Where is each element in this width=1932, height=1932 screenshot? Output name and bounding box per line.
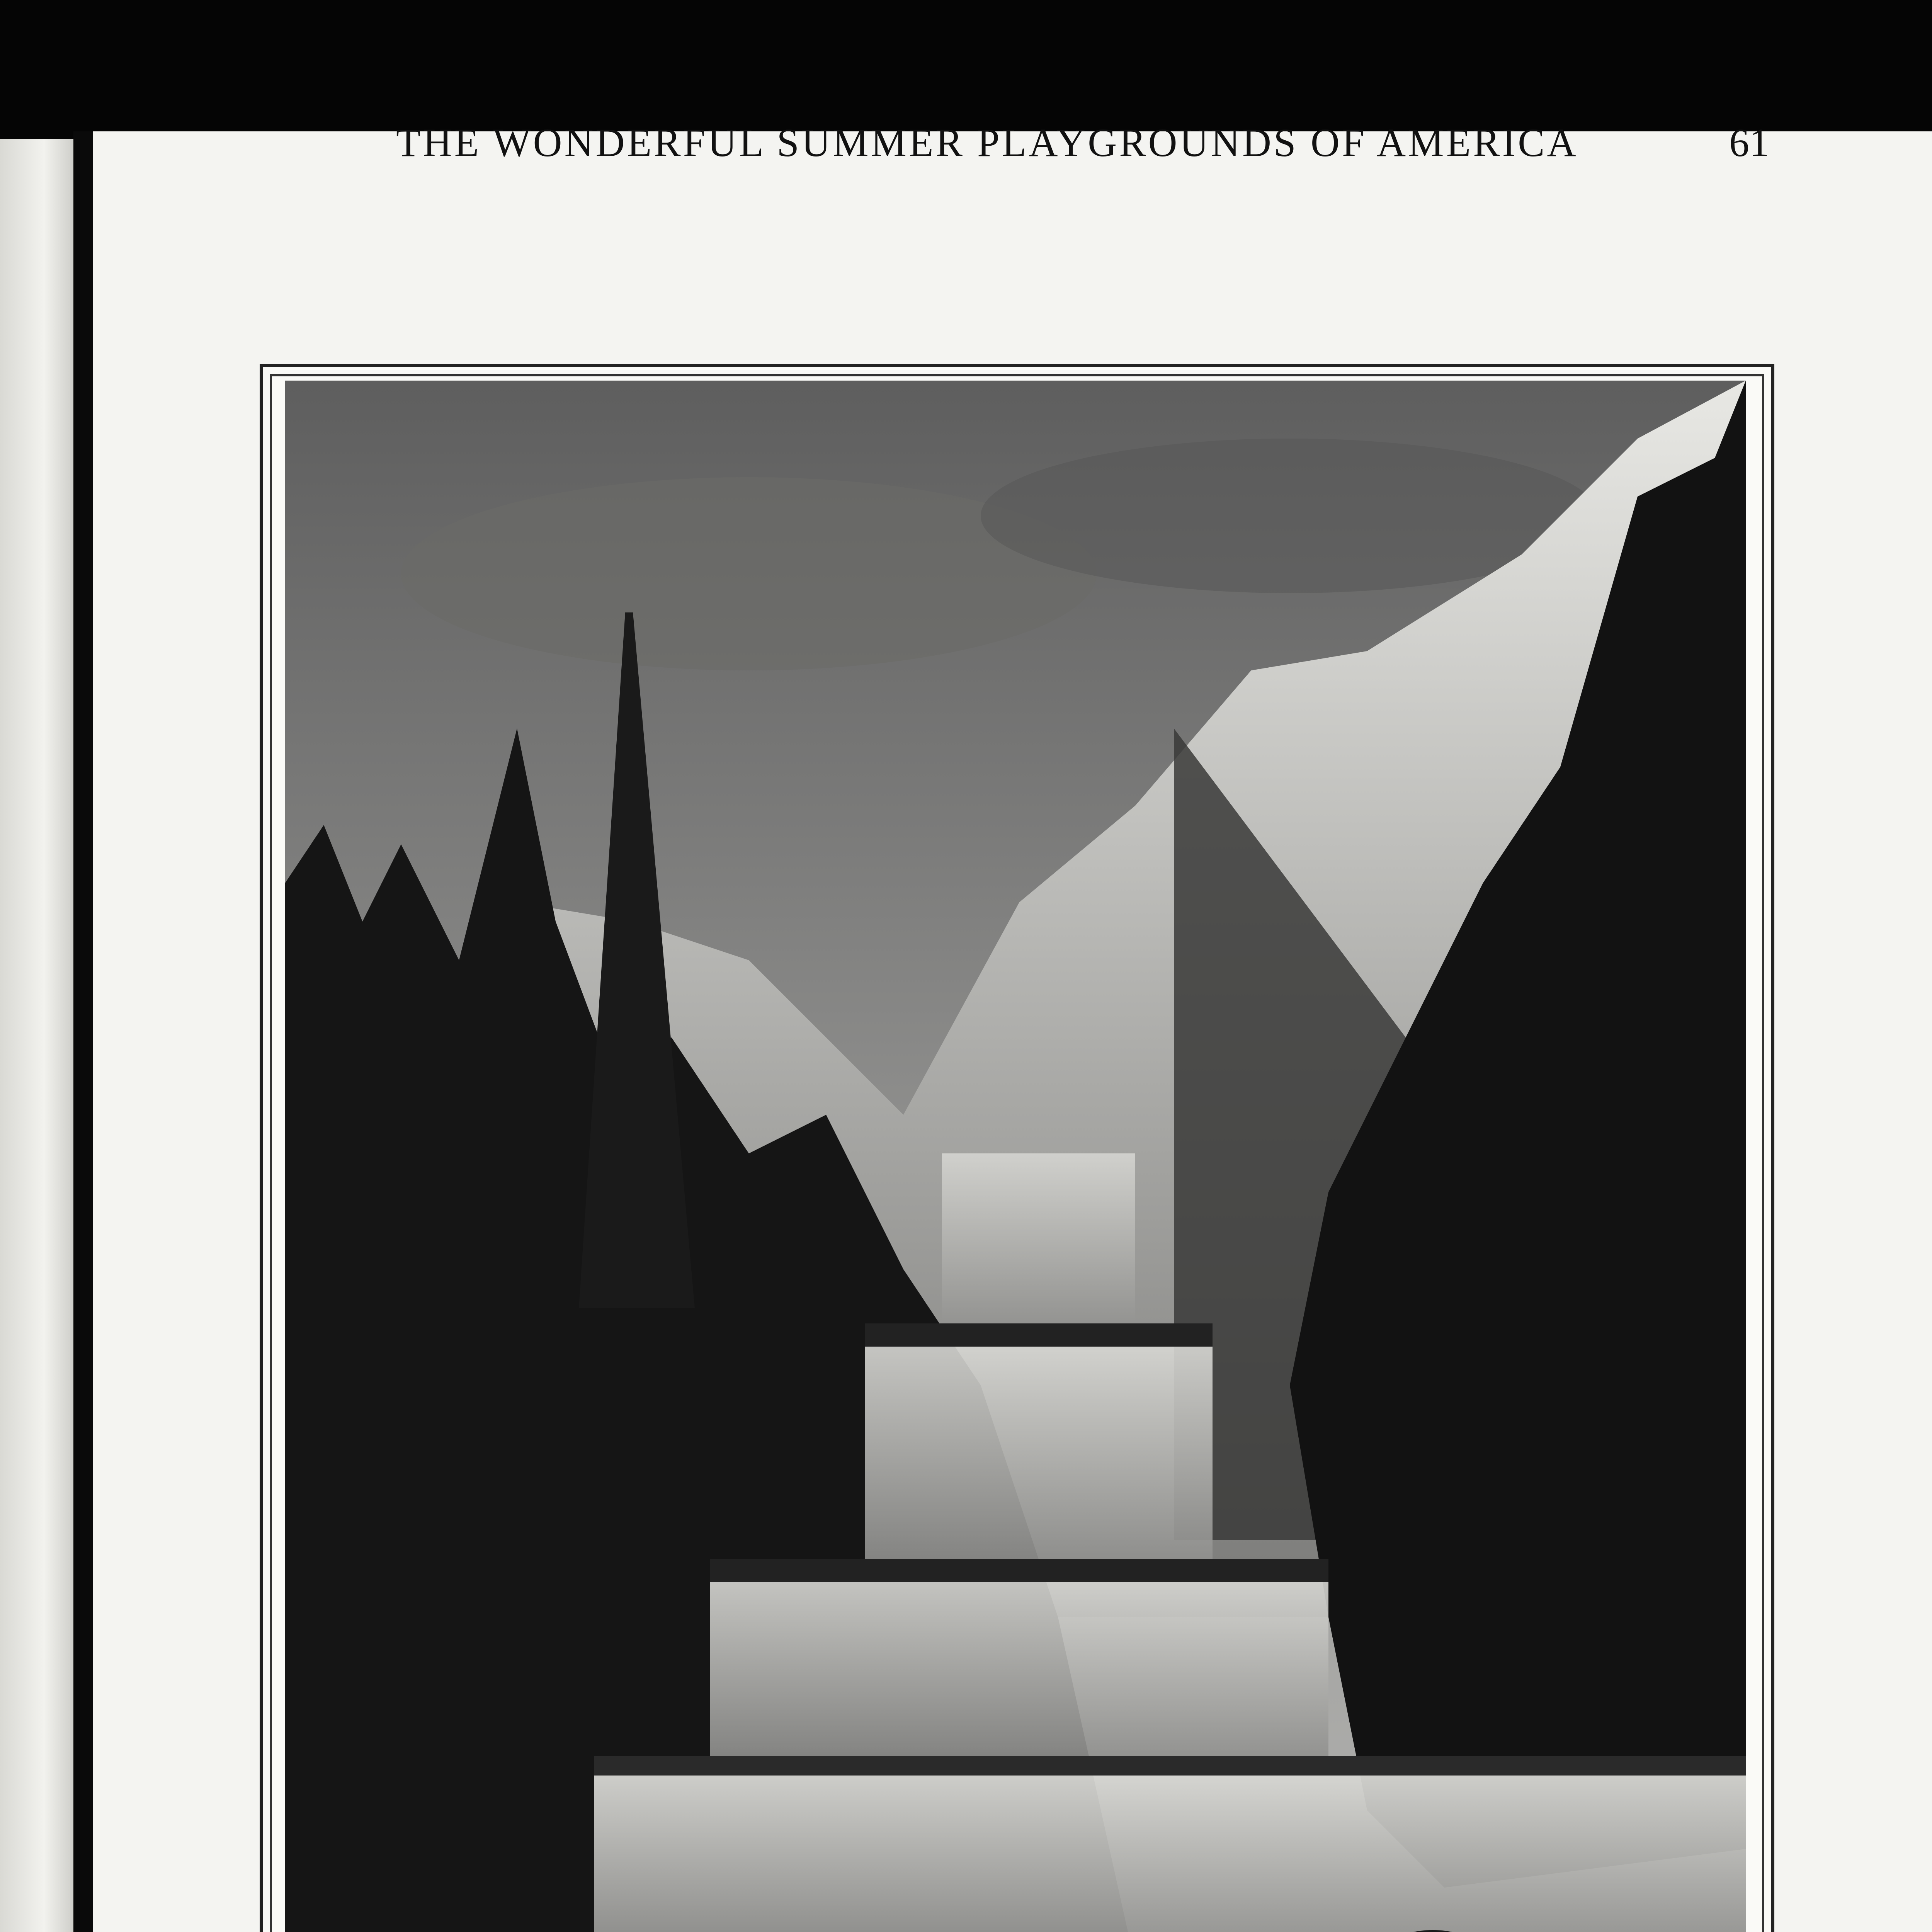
page-number: 61 bbox=[1729, 121, 1769, 165]
lower-cascade bbox=[594, 1772, 1746, 1932]
running-head: THE WONDERFUL SUMMER PLAYGROUNDS OF AMERICA bbox=[396, 121, 1578, 165]
giant-steps-photo bbox=[285, 381, 1746, 1932]
previous-page-edge bbox=[0, 139, 73, 1932]
upper-cascade bbox=[942, 1153, 1135, 1347]
waterfall-photo-illustration bbox=[285, 381, 1746, 1932]
